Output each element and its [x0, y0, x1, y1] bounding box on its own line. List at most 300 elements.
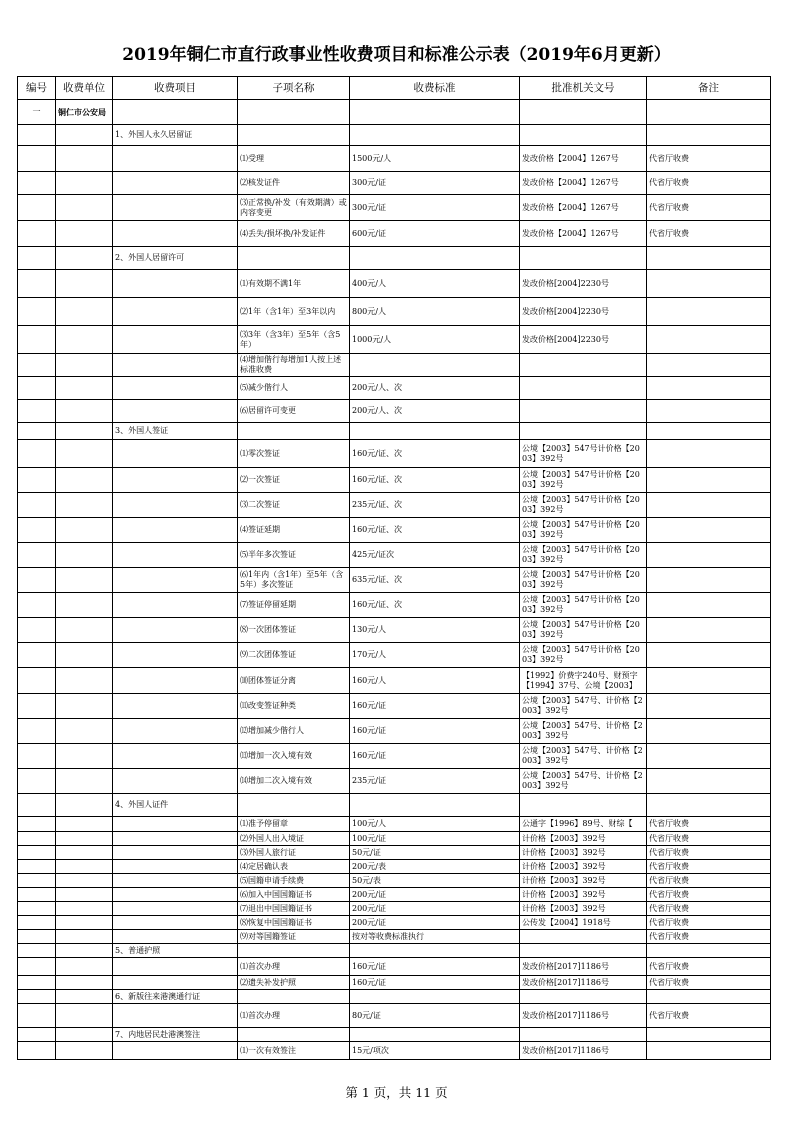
cell-approval-doc: 发改价格【2004】1267号	[520, 146, 647, 172]
header-note: 备注	[647, 77, 771, 100]
cell-note	[647, 247, 771, 270]
cell-unit	[56, 518, 113, 543]
cell-approval-doc: 公通字【1996】89号、财综【	[520, 817, 647, 832]
cell-unit	[56, 944, 113, 958]
header-sub-item: 子项名称	[238, 77, 350, 100]
cell-note	[647, 518, 771, 543]
cell-item	[113, 493, 238, 518]
cell-approval-doc: 计价格【2003】392号	[520, 902, 647, 916]
cell-item	[113, 916, 238, 930]
cell-item	[113, 902, 238, 916]
cell-note	[647, 543, 771, 568]
cell-approval-doc: 公境【2003】547号、计价格【2003】392号	[520, 694, 647, 719]
cell-item	[113, 860, 238, 874]
cell-unit	[56, 1042, 113, 1060]
table-row	[18, 916, 771, 930]
cell-sub-item: ⑶外国人旅行证	[238, 846, 350, 860]
cell-item	[113, 1004, 238, 1028]
cell-item	[113, 568, 238, 593]
table-row	[18, 377, 771, 400]
cell-approval-doc	[520, 423, 647, 440]
cell-unit	[56, 817, 113, 832]
cell-sub-item: ⑵1年（含1年）至3年以内	[238, 298, 350, 326]
cell-number	[18, 888, 56, 902]
header-number: 编号	[18, 77, 56, 100]
cell-sub-item: ⑸半年多次签证	[238, 543, 350, 568]
cell-unit	[56, 930, 113, 944]
cell-approval-doc: 发改价格[2017]1186号	[520, 958, 647, 976]
cell-sub-item: ⑵外国人出入境证	[238, 832, 350, 846]
cell-standard: 400元/人	[350, 270, 520, 298]
cell-number	[18, 125, 56, 146]
cell-sub-item: ⑻恢复中国国籍证书	[238, 916, 350, 930]
table-row	[18, 958, 771, 976]
cell-item	[113, 221, 238, 247]
cell-approval-doc: 公境【2003】547号计价格【2003】392号	[520, 593, 647, 618]
cell-standard: 235元/证、次	[350, 493, 520, 518]
cell-standard: 200元/证	[350, 902, 520, 916]
cell-note	[647, 593, 771, 618]
cell-item	[113, 195, 238, 221]
cell-approval-doc	[520, 247, 647, 270]
cell-unit	[56, 874, 113, 888]
cell-sub-item: ⑵遗失补发护照	[238, 976, 350, 990]
cell-number	[18, 172, 56, 195]
table-row	[18, 543, 771, 568]
cell-number	[18, 744, 56, 769]
cell-item	[113, 440, 238, 468]
cell-number	[18, 423, 56, 440]
cell-sub-item: ⑴零次签证	[238, 440, 350, 468]
cell-unit	[56, 468, 113, 493]
cell-item	[113, 930, 238, 944]
cell-number	[18, 860, 56, 874]
cell-sub-item: ⒁增加二次入境有效	[238, 769, 350, 794]
cell-item: 4、外国人证件	[113, 794, 238, 817]
cell-approval-doc: 公境【2003】547号计价格【2003】392号	[520, 543, 647, 568]
table-row	[18, 846, 771, 860]
cell-note	[647, 769, 771, 794]
cell-number	[18, 221, 56, 247]
cell-number	[18, 1028, 56, 1042]
cell-standard: 170元/人	[350, 643, 520, 668]
cell-standard: 160元/证、次	[350, 440, 520, 468]
cell-approval-doc: 发改价格[2017]1186号	[520, 976, 647, 990]
table-row	[18, 1042, 771, 1060]
cell-note: 代省厅收费	[647, 976, 771, 990]
cell-sub-item: ⑺签证停留延期	[238, 593, 350, 618]
cell-approval-doc	[520, 100, 647, 125]
cell-number	[18, 719, 56, 744]
cell-note	[647, 990, 771, 1004]
cell-item	[113, 593, 238, 618]
cell-item	[113, 377, 238, 400]
table-row	[18, 694, 771, 719]
cell-item	[113, 1042, 238, 1060]
cell-note: 代省厅收费	[647, 860, 771, 874]
cell-item	[113, 468, 238, 493]
cell-number	[18, 1004, 56, 1028]
cell-unit	[56, 902, 113, 916]
cell-sub-item: ⑺退出中国国籍证书	[238, 902, 350, 916]
cell-number	[18, 568, 56, 593]
cell-approval-doc	[520, 794, 647, 817]
cell-standard: 1500元/人	[350, 146, 520, 172]
cell-unit	[56, 958, 113, 976]
cell-note	[647, 423, 771, 440]
table-row	[18, 593, 771, 618]
cell-standard: 50元/证	[350, 846, 520, 860]
cell-note: 代省厅收费	[647, 1004, 771, 1028]
cell-standard: 635元/证、次	[350, 568, 520, 593]
cell-unit	[56, 423, 113, 440]
cell-number	[18, 195, 56, 221]
table-row	[18, 298, 771, 326]
cell-number	[18, 794, 56, 817]
cell-unit	[56, 643, 113, 668]
cell-approval-doc: 公境【2003】547号计价格【2003】392号	[520, 618, 647, 643]
table-row	[18, 172, 771, 195]
header-approval-doc: 批准机关文号	[520, 77, 647, 100]
cell-sub-item: ⑴受理	[238, 146, 350, 172]
cell-unit	[56, 888, 113, 902]
table-row	[18, 423, 771, 440]
cell-item	[113, 146, 238, 172]
cell-item	[113, 618, 238, 643]
cell-note	[647, 794, 771, 817]
cell-unit	[56, 593, 113, 618]
table-row	[18, 930, 771, 944]
cell-approval-doc: 公境【2003】547号、计价格【2003】392号	[520, 744, 647, 769]
cell-number	[18, 1042, 56, 1060]
cell-sub-item	[238, 794, 350, 817]
cell-note	[647, 719, 771, 744]
cell-standard	[350, 1028, 520, 1042]
table-row	[18, 146, 771, 172]
cell-number	[18, 944, 56, 958]
cell-note	[647, 125, 771, 146]
cell-sub-item: ⑼对等国籍签证	[238, 930, 350, 944]
cell-number	[18, 493, 56, 518]
cell-unit	[56, 1004, 113, 1028]
cell-note: 代省厅收费	[647, 888, 771, 902]
cell-number: 一	[18, 100, 56, 125]
cell-approval-doc: 计价格【2003】392号	[520, 860, 647, 874]
cell-note: 代省厅收费	[647, 146, 771, 172]
cell-sub-item: ⑾改变签证种类	[238, 694, 350, 719]
cell-sub-item	[238, 100, 350, 125]
table-row	[18, 440, 771, 468]
cell-item	[113, 400, 238, 423]
cell-item: 7、内地居民赴港澳签注	[113, 1028, 238, 1042]
cell-number	[18, 270, 56, 298]
cell-standard: 200元/证	[350, 888, 520, 902]
cell-standard: 100元/人	[350, 817, 520, 832]
cell-standard	[350, 944, 520, 958]
cell-item	[113, 846, 238, 860]
cell-unit	[56, 247, 113, 270]
table-row	[18, 468, 771, 493]
table-row	[18, 744, 771, 769]
cell-number	[18, 643, 56, 668]
cell-number	[18, 916, 56, 930]
cell-standard	[350, 423, 520, 440]
cell-item	[113, 668, 238, 694]
cell-item: 3、外国人签证	[113, 423, 238, 440]
cell-note	[647, 298, 771, 326]
cell-note	[647, 568, 771, 593]
cell-note	[647, 744, 771, 769]
cell-sub-item	[238, 247, 350, 270]
cell-item	[113, 298, 238, 326]
cell-approval-doc	[520, 400, 647, 423]
cell-item	[113, 172, 238, 195]
cell-item	[113, 543, 238, 568]
cell-standard: 160元/证	[350, 958, 520, 976]
cell-standard	[350, 354, 520, 377]
cell-sub-item: ⑶3年（含3年）至5年（含5年）	[238, 326, 350, 354]
cell-unit	[56, 377, 113, 400]
cell-item: 1、外国人永久居留证	[113, 125, 238, 146]
cell-standard: 800元/人	[350, 298, 520, 326]
cell-number	[18, 326, 56, 354]
cell-unit	[56, 543, 113, 568]
cell-approval-doc: 公境【2003】547号计价格【2003】392号	[520, 643, 647, 668]
cell-note: 代省厅收费	[647, 930, 771, 944]
cell-item	[113, 694, 238, 719]
table-row	[18, 643, 771, 668]
cell-sub-item: ⑷签证延期	[238, 518, 350, 543]
cell-unit	[56, 298, 113, 326]
cell-sub-item: ⑷定居确认表	[238, 860, 350, 874]
cell-item	[113, 326, 238, 354]
cell-approval-doc: 公境【2003】547号计价格【2003】392号	[520, 568, 647, 593]
table-row	[18, 221, 771, 247]
cell-item	[113, 874, 238, 888]
cell-item	[113, 769, 238, 794]
cell-unit	[56, 719, 113, 744]
cell-unit	[56, 846, 113, 860]
cell-sub-item: ⑴准予停留章	[238, 817, 350, 832]
cell-sub-item	[238, 125, 350, 146]
cell-sub-item: ⑹1年内（含1年）至5年（含5年）多次签证	[238, 568, 350, 593]
header-standard: 收费标准	[350, 77, 520, 100]
cell-note: 代省厅收费	[647, 902, 771, 916]
cell-standard: 15元/项次	[350, 1042, 520, 1060]
table-row	[18, 990, 771, 1004]
cell-standard: 160元/证、次	[350, 468, 520, 493]
cell-note: 代省厅收费	[647, 221, 771, 247]
table-row	[18, 817, 771, 832]
cell-sub-item: ⑿增加减少偕行人	[238, 719, 350, 744]
cell-sub-item: ⑹加入中国国籍证书	[238, 888, 350, 902]
header-unit: 收费单位	[56, 77, 113, 100]
cell-item	[113, 643, 238, 668]
cell-unit	[56, 326, 113, 354]
cell-unit	[56, 125, 113, 146]
table-row	[18, 270, 771, 298]
cell-approval-doc	[520, 377, 647, 400]
cell-sub-item: ⑵一次签证	[238, 468, 350, 493]
table-row	[18, 860, 771, 874]
cell-unit	[56, 769, 113, 794]
cell-note	[647, 377, 771, 400]
cell-unit	[56, 976, 113, 990]
cell-unit	[56, 832, 113, 846]
cell-number	[18, 247, 56, 270]
cell-standard	[350, 990, 520, 1004]
cell-number	[18, 930, 56, 944]
cell-sub-item	[238, 944, 350, 958]
cell-standard: 1000元/人	[350, 326, 520, 354]
cell-sub-item: ⑴首次办理	[238, 958, 350, 976]
table-row	[18, 874, 771, 888]
cell-approval-doc	[520, 944, 647, 958]
cell-approval-doc: 公境【2003】547号计价格【2003】392号	[520, 493, 647, 518]
cell-note	[647, 440, 771, 468]
table-row	[18, 618, 771, 643]
cell-standard: 160元/人	[350, 668, 520, 694]
cell-standard	[350, 247, 520, 270]
cell-number	[18, 958, 56, 976]
cell-note	[647, 643, 771, 668]
cell-standard	[350, 125, 520, 146]
cell-note	[647, 694, 771, 719]
cell-standard: 200元/证	[350, 916, 520, 930]
cell-sub-item: ⑸减少偕行人	[238, 377, 350, 400]
cell-item	[113, 976, 238, 990]
table-row	[18, 902, 771, 916]
cell-standard: 235元/证	[350, 769, 520, 794]
cell-note: 代省厅收费	[647, 172, 771, 195]
cell-sub-item: ⑷增加偕行每增加1人按上述标准收费	[238, 354, 350, 377]
cell-item: 6、新版往来港澳通行证	[113, 990, 238, 1004]
cell-standard: 160元/证	[350, 719, 520, 744]
cell-standard: 160元/证	[350, 694, 520, 719]
cell-number	[18, 874, 56, 888]
cell-note	[647, 1028, 771, 1042]
cell-note	[647, 354, 771, 377]
cell-number	[18, 976, 56, 990]
cell-number	[18, 769, 56, 794]
table-row	[18, 100, 771, 125]
table-row	[18, 668, 771, 694]
cell-standard: 130元/人	[350, 618, 520, 643]
fee-table-body	[18, 100, 771, 1060]
cell-note	[647, 944, 771, 958]
cell-unit	[56, 668, 113, 694]
cell-unit	[56, 694, 113, 719]
table-row	[18, 769, 771, 794]
fee-table	[17, 76, 771, 1060]
cell-standard: 200元/表	[350, 860, 520, 874]
cell-standard: 160元/证	[350, 744, 520, 769]
cell-approval-doc: 发改价格[2017]1186号	[520, 1004, 647, 1028]
cell-standard: 200元/人、次	[350, 377, 520, 400]
cell-approval-doc	[520, 354, 647, 377]
table-row	[18, 1004, 771, 1028]
cell-sub-item: ⑴首次办理	[238, 1004, 350, 1028]
cell-approval-doc: 发改价格[2004]2230号	[520, 326, 647, 354]
cell-number	[18, 832, 56, 846]
cell-unit	[56, 990, 113, 1004]
cell-item: 5、普通护照	[113, 944, 238, 958]
table-row	[18, 354, 771, 377]
cell-number	[18, 694, 56, 719]
cell-item	[113, 744, 238, 769]
cell-approval-doc	[520, 930, 647, 944]
cell-sub-item: ⑶正常换/补发（有效期满）或内容变更	[238, 195, 350, 221]
cell-item	[113, 817, 238, 832]
cell-sub-item: ⑴一次有效签注	[238, 1042, 350, 1060]
cell-item: 2、外国人居留许可	[113, 247, 238, 270]
cell-sub-item: ⑽团体签证分离	[238, 668, 350, 694]
cell-approval-doc: 公境【2003】547号、计价格【2003】392号	[520, 769, 647, 794]
table-row	[18, 832, 771, 846]
table-row	[18, 719, 771, 744]
table-row	[18, 888, 771, 902]
cell-note	[647, 1042, 771, 1060]
cell-note	[647, 493, 771, 518]
cell-number	[18, 468, 56, 493]
cell-sub-item: ⑶二次签证	[238, 493, 350, 518]
cell-unit	[56, 1028, 113, 1042]
cell-number	[18, 846, 56, 860]
cell-note: 代省厅收费	[647, 916, 771, 930]
cell-unit	[56, 916, 113, 930]
table-row	[18, 568, 771, 593]
cell-standard: 200元/人、次	[350, 400, 520, 423]
cell-unit	[56, 172, 113, 195]
cell-standard: 160元/证、次	[350, 518, 520, 543]
table-row	[18, 326, 771, 354]
cell-standard: 600元/证	[350, 221, 520, 247]
cell-standard: 按对等收费标准执行	[350, 930, 520, 944]
cell-approval-doc: 发改价格[2004]2230号	[520, 270, 647, 298]
cell-approval-doc: 发改价格【2004】1267号	[520, 195, 647, 221]
cell-standard: 300元/证	[350, 195, 520, 221]
cell-item	[113, 100, 238, 125]
cell-standard: 425元/证次	[350, 543, 520, 568]
cell-sub-item	[238, 423, 350, 440]
cell-approval-doc: 公境【2003】547号计价格【2003】392号	[520, 518, 647, 543]
cell-approval-doc: 发改价格[2004]2230号	[520, 298, 647, 326]
table-row	[18, 976, 771, 990]
cell-note	[647, 270, 771, 298]
cell-number	[18, 902, 56, 916]
cell-sub-item: ⑷丢失/损坏换/补发证件	[238, 221, 350, 247]
cell-unit	[56, 744, 113, 769]
cell-item	[113, 888, 238, 902]
cell-item	[113, 832, 238, 846]
cell-approval-doc: 公境【2003】547号计价格【2003】392号	[520, 440, 647, 468]
cell-note	[647, 668, 771, 694]
cell-sub-item: ⑸国籍申请手续费	[238, 874, 350, 888]
cell-standard: 160元/证	[350, 976, 520, 990]
cell-unit	[56, 354, 113, 377]
table-row	[18, 1028, 771, 1042]
cell-sub-item: ⑴有效期不满1年	[238, 270, 350, 298]
table-row	[18, 195, 771, 221]
cell-note	[647, 400, 771, 423]
cell-unit	[56, 270, 113, 298]
cell-standard: 100元/证	[350, 832, 520, 846]
cell-number	[18, 543, 56, 568]
cell-standard: 160元/证、次	[350, 593, 520, 618]
table-row	[18, 944, 771, 958]
cell-unit	[56, 618, 113, 643]
cell-approval-doc: 计价格【2003】392号	[520, 888, 647, 902]
